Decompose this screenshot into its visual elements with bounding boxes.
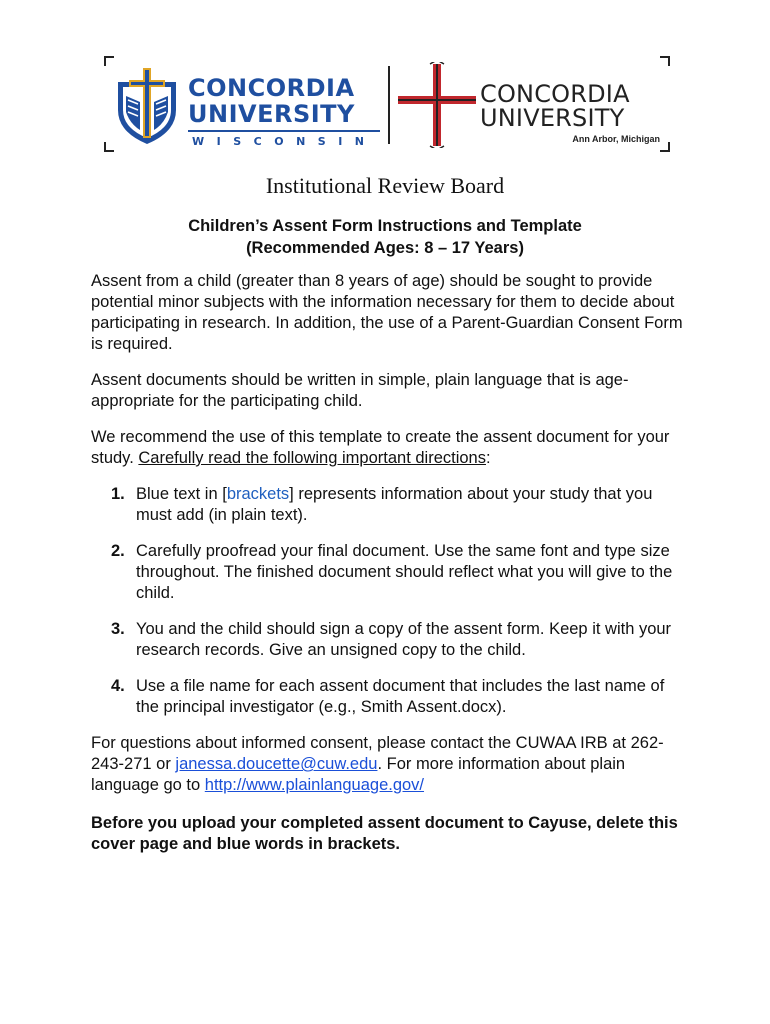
step-number: 4. bbox=[111, 677, 125, 695]
cuw-subtitle: WISCONSIN bbox=[192, 135, 377, 148]
list-item bbox=[111, 484, 681, 526]
cuw-rule bbox=[188, 130, 380, 132]
template-text: We recommend the use of this template to create the assent document for your study. bbox=[91, 428, 670, 467]
brackets-example: brackets bbox=[226, 485, 290, 503]
plainlanguage-link[interactable]: http://www.plainlanguage.gov/ bbox=[204, 776, 425, 794]
contact-paragraph bbox=[91, 733, 691, 796]
contact-text-middle: . For more information about plain language go to bbox=[91, 755, 626, 794]
step-number: 3. bbox=[111, 620, 125, 638]
template-colon: : bbox=[485, 449, 491, 467]
directions-list bbox=[111, 484, 681, 733]
step-text: Carefully proofread your final document. Use the same font and type size throughout. The finished document should reflect what you will give to the child. bbox=[136, 542, 673, 602]
list-item bbox=[111, 676, 681, 718]
cuw-logo bbox=[112, 64, 390, 148]
step-number: 2. bbox=[111, 542, 125, 560]
step-text: You and the child should sign a copy of the assent form. Keep it with your research records. Give an unsigned copy to the child. bbox=[136, 620, 672, 659]
upload-instruction: Before you upload your completed assent document to Cayuse, delete this cover page and blue words in brackets. bbox=[91, 814, 678, 853]
language-paragraph: Assent documents should be written in simple, plain language that is age-appropriate for the participating child. bbox=[91, 371, 629, 410]
step-text: Use a file name for each assent document that includes the last name of the principal investigator (e.g., Smith Assent.docx). bbox=[136, 677, 665, 716]
intro-paragraph: Assent from a child (greater than 8 years of age) should be sought to provide potential minor subjects with the information necessary for them to decide about participating in research. In addition, the use of a Parent-Guardian Consent Form is required. bbox=[91, 272, 683, 353]
step-text-pre: Blue text in [ bbox=[136, 485, 227, 503]
list-item bbox=[111, 541, 681, 604]
page-title: Institutional Review Board bbox=[265, 173, 505, 198]
list-item bbox=[111, 619, 681, 661]
step-number: 1. bbox=[111, 485, 125, 503]
subtitle-line1: Children’s Assent Form Instructions and Template bbox=[188, 217, 582, 235]
logo-divider bbox=[388, 66, 390, 144]
cuw-name-line2: UNIVERSITY bbox=[188, 100, 355, 128]
cuw-name-line1: CONCORDIA bbox=[188, 74, 355, 102]
cuaa-location: Ann Arbor, Michigan bbox=[572, 134, 660, 144]
page-subtitle bbox=[0, 215, 770, 259]
step-text-post: ] represents information about your study that you must add (in plain text). bbox=[136, 485, 653, 524]
contact-text: For questions about informed consent, please contact the CUWAA IRB at 262-243-271 or bbox=[91, 734, 664, 773]
template-paragraph bbox=[91, 427, 691, 469]
cuaa-cross-icon bbox=[396, 62, 478, 148]
cuaa-name-line1: CONCORDIA bbox=[480, 80, 630, 108]
subtitle-line2: (Recommended Ages: 8 – 17 Years) bbox=[246, 239, 524, 257]
header-logos bbox=[104, 56, 670, 152]
cuw-shield-icon bbox=[112, 66, 182, 146]
cuaa-name-line2: UNIVERSITY bbox=[480, 104, 625, 132]
email-link[interactable]: janessa.doucette@cuw.edu bbox=[175, 755, 378, 773]
directions-emphasis: Carefully read the following important directions bbox=[138, 449, 486, 467]
cuaa-logo bbox=[396, 62, 666, 148]
